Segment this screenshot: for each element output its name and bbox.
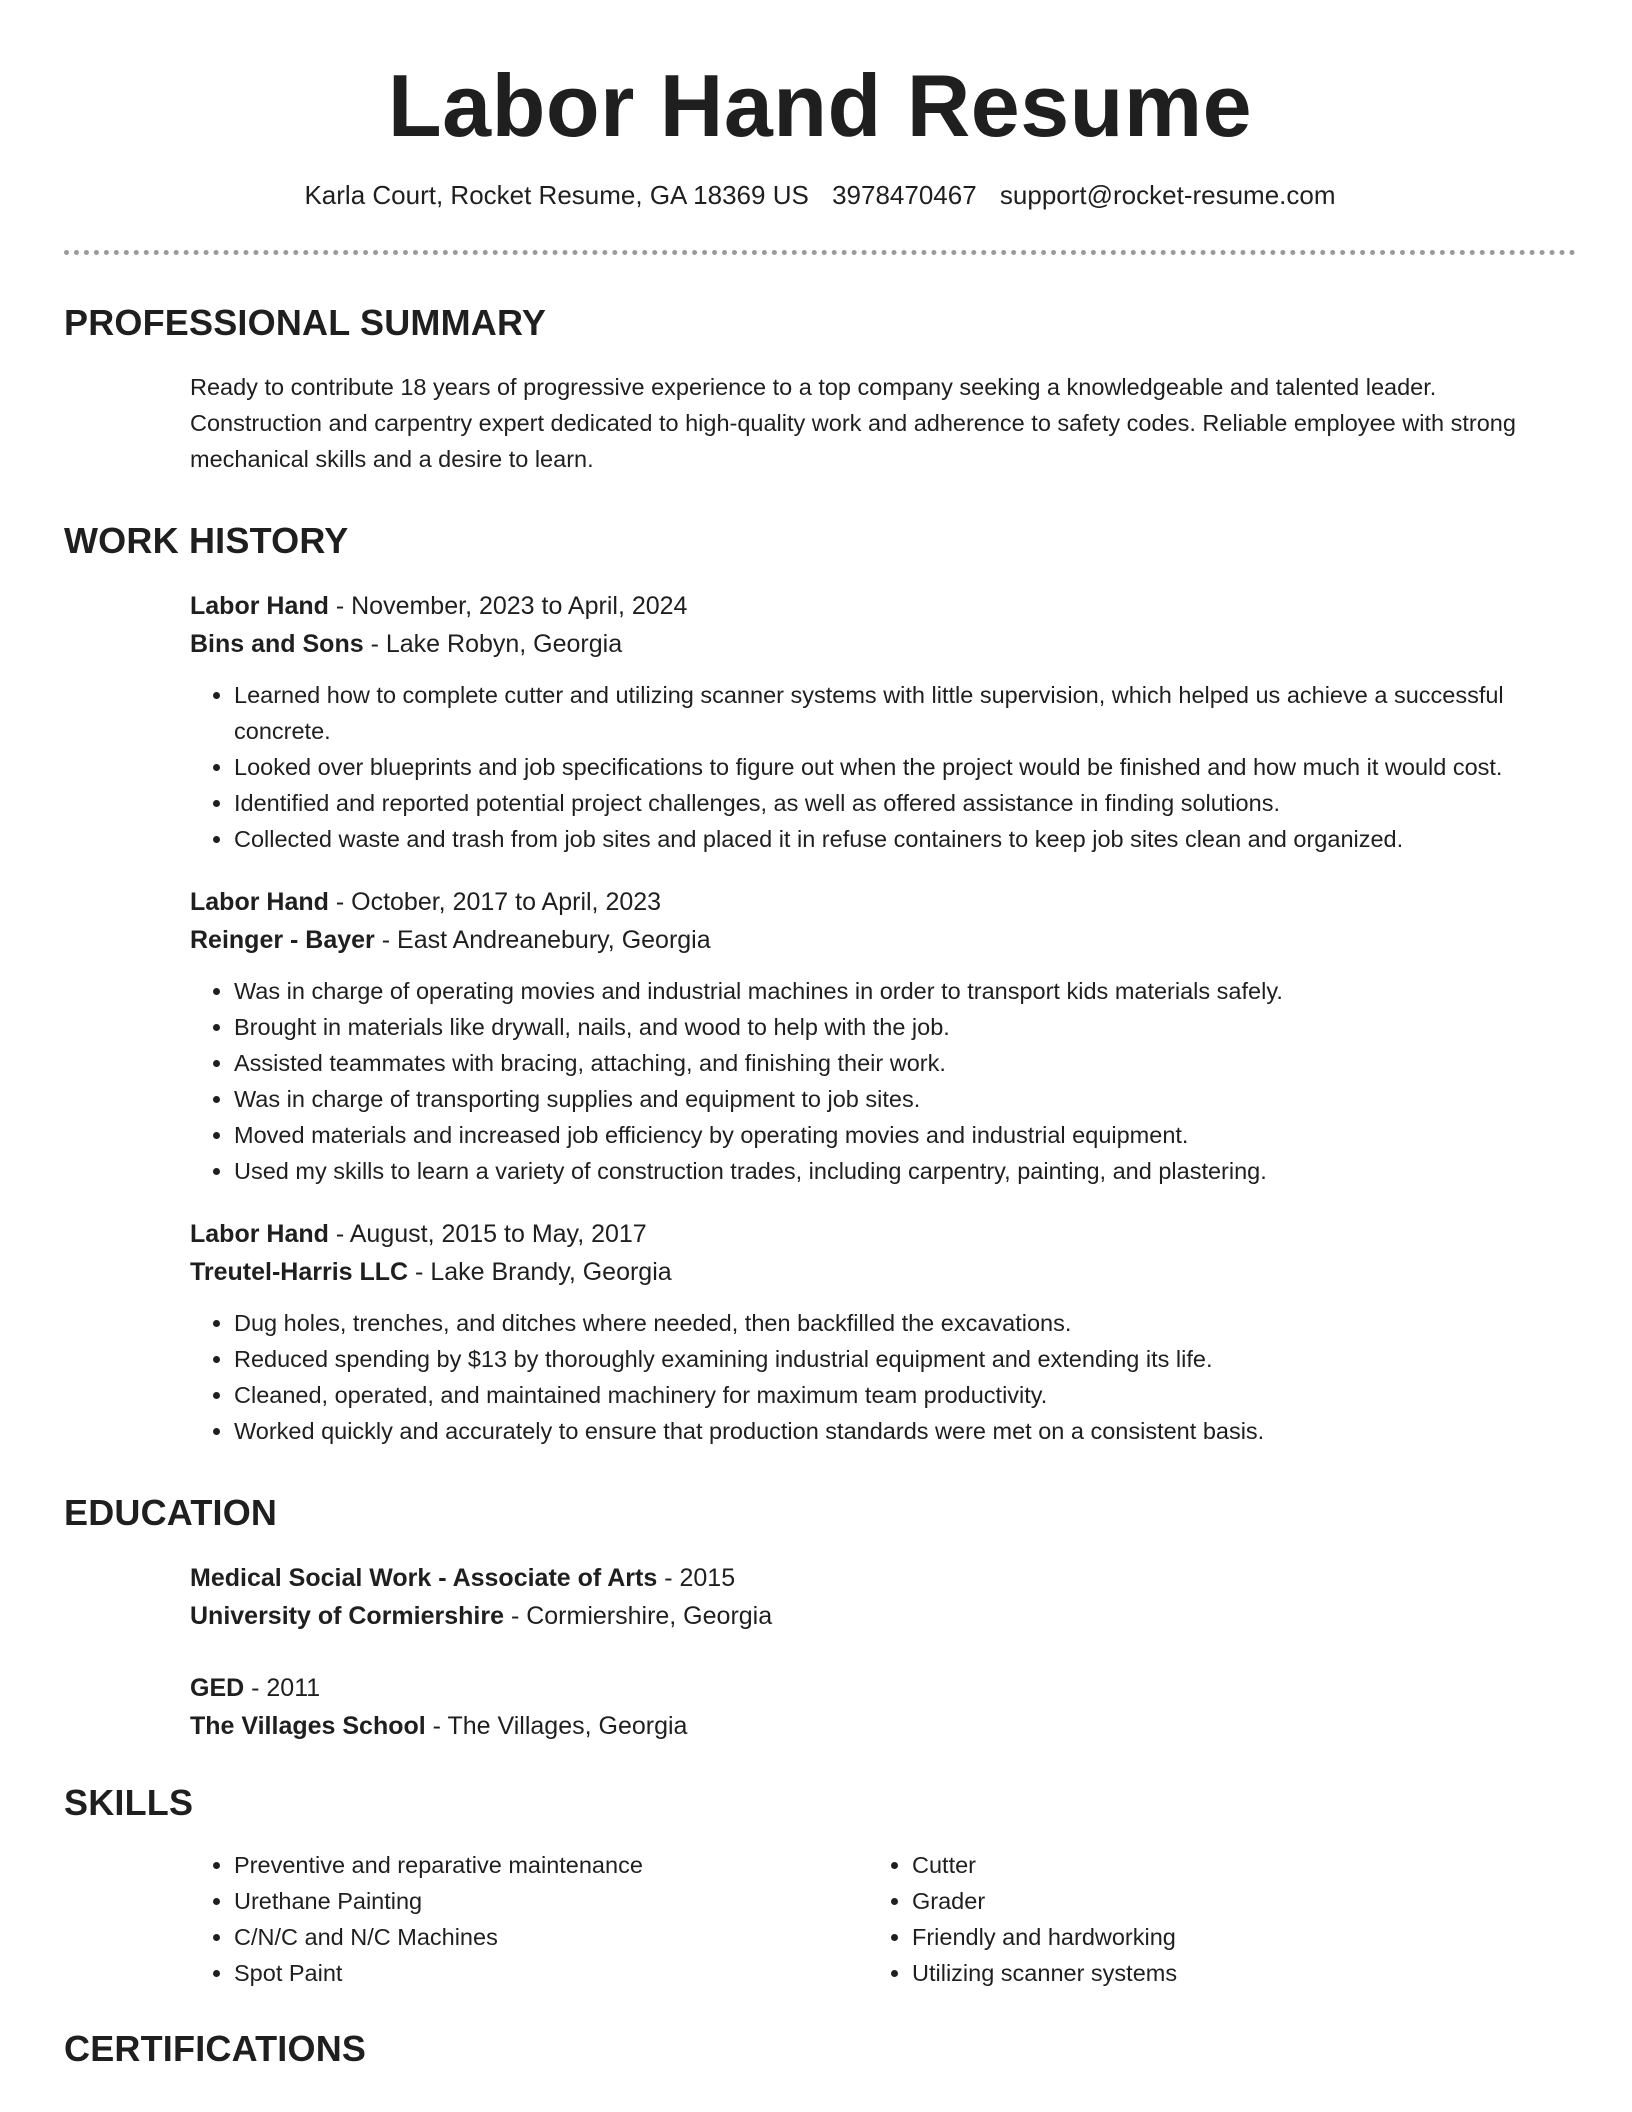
- job-company: Treutel-Harris LLC: [190, 1258, 409, 1286]
- job-bullets: [190, 973, 1546, 1189]
- job-bullet: • Moved materials and increased job efficiency by operating movies and industrial equipment.: [234, 1117, 1546, 1153]
- skills-column-left: [190, 1847, 868, 1991]
- education-degree: GED: [190, 1674, 245, 1702]
- education-school-line: [190, 1597, 1546, 1635]
- skills-title: SKILLS: [64, 1782, 194, 1823]
- job-bullet: • Assisted teammates with bracing, attaching, and finishing their work.: [234, 1045, 1546, 1081]
- skill-item: • Friendly and hardworking: [912, 1919, 1546, 1955]
- job-bullet: • Learned how to complete cutter and utilizing scanner systems with little supervision, which helped us achieve a successful concrete.: [234, 677, 1546, 749]
- job-bullet: • Brought in materials like drywall, nails, and wood to help with the job.: [234, 1009, 1546, 1045]
- job-entry: [190, 587, 1546, 857]
- skill-item: • Cutter: [912, 1847, 1546, 1883]
- job-bullet: • Reduced spending by $13 by thoroughly examining industrial equipment and extending its life.: [234, 1341, 1546, 1377]
- job-role: Labor Hand: [190, 888, 329, 916]
- contact-phone: 3978470467: [832, 180, 977, 210]
- job-bullet: • Worked quickly and accurately to ensure that production standards were met on a consistent basis.: [234, 1413, 1546, 1449]
- education-location: - The Villages, Georgia: [425, 1712, 688, 1740]
- education-section: [64, 1491, 1576, 1745]
- education-year: - 2011: [244, 1674, 321, 1702]
- job-location: - Lake Robyn, Georgia: [363, 630, 623, 658]
- job-bullet: • Cleaned, operated, and maintained machinery for maximum team productivity.: [234, 1377, 1546, 1413]
- education-location: - Cormiershire, Georgia: [504, 1602, 773, 1630]
- summary-text: Ready to contribute 18 years of progressive experience to a top company seeking a knowledgeable and talented leader. Construction and carpentry expert dedicated to high-quality work and adherence to safety codes. Reliable employee with strong mechanical skills and a desire to learn.: [190, 374, 1516, 472]
- header-divider: [64, 250, 1576, 255]
- skill-item: • Utilizing scanner systems: [912, 1955, 1546, 1991]
- skills-list: [868, 1847, 1546, 1991]
- work-history-section: [64, 519, 1576, 1449]
- job-bullets: [190, 677, 1546, 857]
- skill-item: • Grader: [912, 1883, 1546, 1919]
- job-bullet: • Used my skills to learn a variety of construction trades, including carpentry, painting, and plastering.: [234, 1153, 1546, 1189]
- job-title-line: [190, 587, 1546, 625]
- education-degree-line: [190, 1669, 1546, 1707]
- resume-name: Labor Hand Resume: [387, 56, 1253, 155]
- job-bullet: • Dug holes, trenches, and ditches where needed, then backfilled the excavations.: [234, 1305, 1546, 1341]
- job-company-line: [190, 921, 1546, 959]
- certifications-section: [64, 2027, 1576, 2071]
- summary-title: PROFESSIONAL SUMMARY: [64, 302, 547, 343]
- job-bullets: [190, 1305, 1546, 1449]
- skill-item: • Urethane Painting: [234, 1883, 868, 1919]
- skills-section: [64, 1781, 1576, 1991]
- job-company: Bins and Sons: [190, 630, 364, 658]
- resume-page: [64, 0, 1576, 2071]
- job-dates: - August, 2015 to May, 2017: [328, 1220, 647, 1248]
- contact-address: Karla Court, Rocket Resume, GA 18369 US: [304, 180, 809, 210]
- job-bullet: • Identified and reported potential project challenges, as well as offered assistance in finding solutions.: [234, 785, 1546, 821]
- skills-columns: [190, 1847, 1546, 1991]
- contact-line: [64, 178, 1576, 212]
- skills-column-right: [868, 1847, 1546, 1991]
- education-school: University of Cormiershire: [190, 1602, 504, 1630]
- work-history-title: WORK HISTORY: [64, 520, 349, 561]
- job-dates: - November, 2023 to April, 2024: [328, 592, 688, 620]
- job-title-line: [190, 883, 1546, 921]
- contact-email: support@rocket-resume.com: [999, 180, 1336, 210]
- education-school-line: [190, 1707, 1546, 1745]
- job-title-line: [190, 1215, 1546, 1253]
- job-location: - Lake Brandy, Georgia: [408, 1258, 672, 1286]
- job-role: Labor Hand: [190, 592, 329, 620]
- education-school: The Villages School: [190, 1712, 426, 1740]
- education-entry: [190, 1559, 1546, 1635]
- skills-list: [190, 1847, 868, 1991]
- job-bullet: • Was in charge of operating movies and industrial machines in order to transport kids materials safely.: [234, 973, 1546, 1009]
- job-company-line: [190, 625, 1546, 663]
- job-entry: [190, 883, 1546, 1189]
- skill-item: • Spot Paint: [234, 1955, 868, 1991]
- education-degree-line: [190, 1559, 1546, 1597]
- job-company: Reinger - Bayer: [190, 926, 375, 954]
- job-bullet: • Looked over blueprints and job specifications to figure out when the project would be finished and how much it would cost.: [234, 749, 1546, 785]
- education-title: EDUCATION: [64, 1492, 278, 1533]
- education-year: - 2015: [657, 1564, 736, 1592]
- certifications-title: CERTIFICATIONS: [64, 2028, 367, 2069]
- skill-item: • C/N/C and N/C Machines: [234, 1919, 868, 1955]
- summary-section: [64, 301, 1576, 477]
- job-entry: [190, 1215, 1546, 1449]
- job-bullet: • Was in charge of transporting supplies and equipment to job sites.: [234, 1081, 1546, 1117]
- skill-item: • Preventive and reparative maintenance: [234, 1847, 868, 1883]
- job-role: Labor Hand: [190, 1220, 329, 1248]
- job-company-line: [190, 1253, 1546, 1291]
- education-entry: [190, 1669, 1546, 1745]
- job-location: - East Andreanebury, Georgia: [374, 926, 711, 954]
- job-bullet: • Collected waste and trash from job sites and placed it in refuse containers to keep job sites clean and organized.: [234, 821, 1546, 857]
- education-degree: Medical Social Work - Associate of Arts: [190, 1564, 658, 1592]
- job-dates: - October, 2017 to April, 2023: [328, 888, 662, 916]
